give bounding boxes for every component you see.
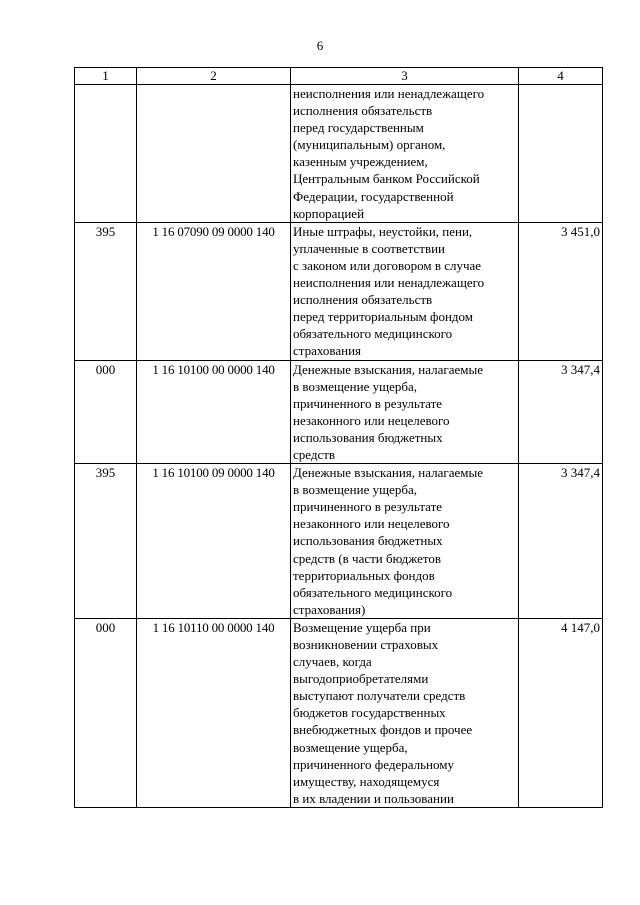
amount-cell: 3 347,4 xyxy=(519,464,603,619)
revenue-name-line: Возмещение ущерба при xyxy=(293,619,431,635)
revenue-name-cell xyxy=(291,85,519,223)
revenue-name-line: незаконного или нецелевого xyxy=(293,412,450,428)
revenue-name-line: исполнения обязательств xyxy=(293,292,433,308)
revenue-name-line: средств (в части бюджетов xyxy=(293,550,442,566)
revenue-name-line: внебюджетных фондов и прочее xyxy=(293,722,473,738)
revenue-name-line: Центральным банком Российской xyxy=(293,171,480,187)
revenue-name-line: причиненного федеральному xyxy=(293,756,454,772)
table-row xyxy=(75,464,603,619)
revenue-table xyxy=(74,67,603,808)
admin-code-cell: 395 xyxy=(75,222,137,360)
revenue-name-line: обязательного медицинского xyxy=(293,584,453,600)
column-header-2: 2 xyxy=(137,68,291,85)
admin-code-cell: 000 xyxy=(75,360,137,464)
budget-code-cell: 1 16 10100 09 0000 140 xyxy=(137,464,291,619)
table-row xyxy=(75,85,603,223)
revenue-name-line: причиненного в результате xyxy=(293,395,443,411)
revenue-name-line: возникновении страховых xyxy=(293,637,439,652)
revenue-name-line: (муниципальным) органом, xyxy=(293,137,446,153)
revenue-name-line: перед территориальным фондом xyxy=(293,309,474,325)
table-row xyxy=(75,222,603,360)
table-body xyxy=(75,85,603,808)
page-number: 6 xyxy=(316,38,324,53)
admin-code-cell: 395 xyxy=(75,464,137,619)
revenue-name-line: перед государственным xyxy=(293,120,424,136)
revenue-name-line: бюджетов государственных xyxy=(293,705,446,721)
revenue-name-line: выступают получатели средств xyxy=(293,688,466,704)
budget-code-cell: 1 16 10100 00 0000 140 xyxy=(137,360,291,464)
revenue-name-line: возмещение ущерба, xyxy=(293,739,408,755)
revenue-name-line: Федерации, государственной xyxy=(293,188,454,204)
amount-cell: 3 451,0 xyxy=(519,222,603,360)
admin-code-cell: 000 xyxy=(75,618,137,807)
revenue-name-line: имуществу, находящемуся xyxy=(293,773,440,789)
budget-code-cell xyxy=(137,85,291,223)
header-row xyxy=(75,68,603,85)
revenue-name-line: корпорацией xyxy=(293,205,365,221)
table-row xyxy=(75,360,603,464)
budget-code-cell: 1 16 10110 00 0000 140 xyxy=(137,618,291,807)
revenue-name-line: средств xyxy=(293,446,336,462)
revenue-name-line: территориальных фондов xyxy=(293,567,435,583)
amount-cell: 4 147,0 xyxy=(519,618,603,807)
revenue-name-line: с законом или договором в случае xyxy=(293,257,482,273)
revenue-name-line: в возмещение ущерба, xyxy=(293,482,418,498)
revenue-name-line: использования бюджетных xyxy=(293,533,443,549)
column-header-3: 3 xyxy=(291,68,519,85)
amount-cell xyxy=(519,85,603,223)
revenue-name-line: Денежные взыскания, налагаемые xyxy=(293,465,483,481)
revenue-name-line: казенным учреждением, xyxy=(293,154,428,170)
revenue-name-line: страхования) xyxy=(293,601,366,617)
revenue-name-line: в их владении и пользовании xyxy=(293,790,454,806)
table-row xyxy=(75,618,603,807)
revenue-name-line: причиненного в результате xyxy=(293,499,443,515)
revenue-name-line: случаев, когда xyxy=(293,654,372,670)
table-header xyxy=(75,68,603,85)
revenue-name-line: Иные штрафы, неустойки, пени, xyxy=(293,223,473,239)
revenue-name-cell xyxy=(291,464,519,619)
revenue-name-line: обязательного медицинского xyxy=(293,326,453,342)
revenue-name-line: Денежные взыскания, налагаемые xyxy=(293,361,483,377)
column-header-1: 1 xyxy=(75,68,137,85)
revenue-name-line: неисполнения или ненадлежащего xyxy=(293,275,485,291)
revenue-name-line: использования бюджетных xyxy=(293,429,443,445)
revenue-name-line: незаконного или нецелевого xyxy=(293,516,450,532)
revenue-name-line: в возмещение ущерба, xyxy=(293,378,418,394)
revenue-name-cell xyxy=(291,618,519,807)
budget-code-cell: 1 16 07090 09 0000 140 xyxy=(137,222,291,360)
revenue-name-line: уплаченные в соответствии xyxy=(293,240,446,256)
admin-code-cell xyxy=(75,85,137,223)
revenue-name-line: страхования xyxy=(293,343,362,359)
revenue-name-cell xyxy=(291,360,519,464)
revenue-name-line: неисполнения или ненадлежащего xyxy=(293,86,485,101)
column-header-4: 4 xyxy=(519,68,603,85)
revenue-name-line: выгодоприобретателями xyxy=(293,671,429,687)
amount-cell: 3 347,4 xyxy=(519,360,603,464)
revenue-name-line: исполнения обязательств xyxy=(293,103,433,119)
revenue-name-cell xyxy=(291,222,519,360)
